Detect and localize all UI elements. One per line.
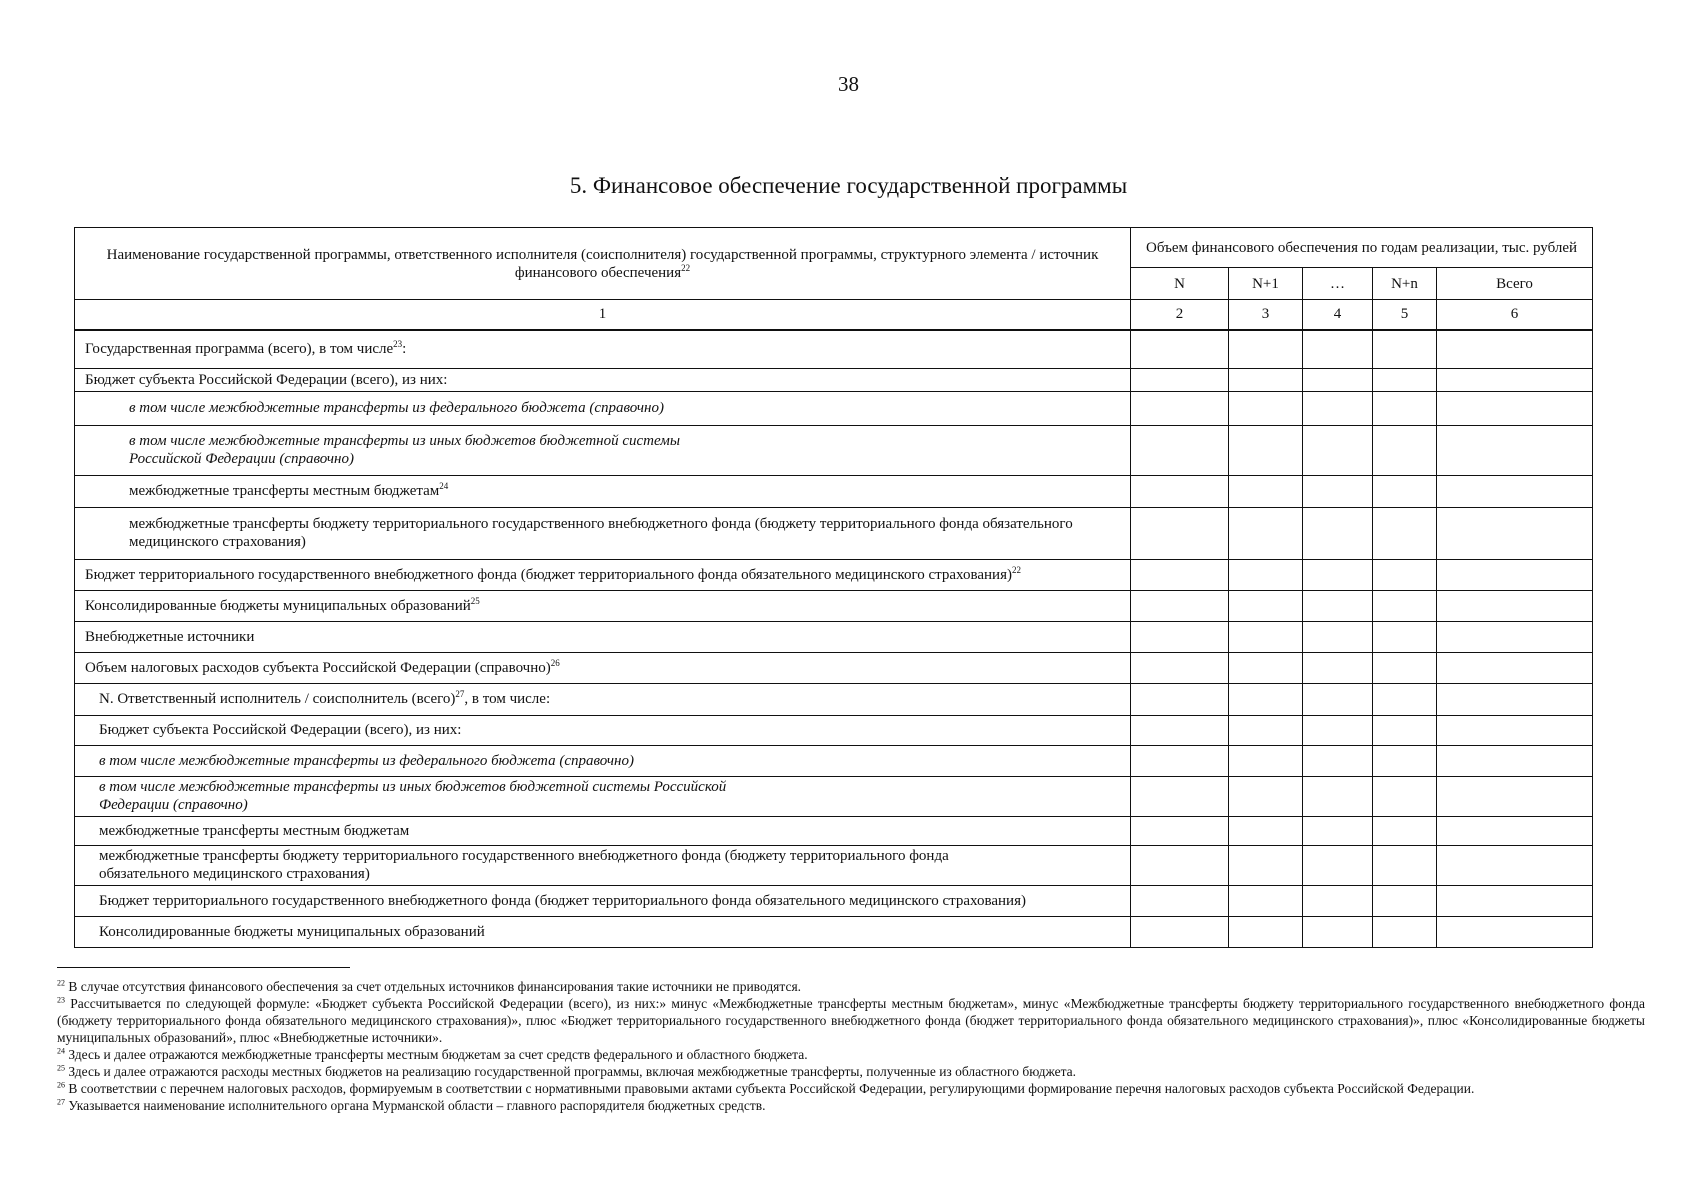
footnote-23: $^{23}$ Рассчитывается по следующей формуле: «Бюджет субъекта Российской Федерации (всего), из них:» минус «Межбюджетные трансферты местным бюджетам», минус «Межбюджетные трансферты бюджету территориального государственного внебюджетного фонда (бюджету территориального фонда обязательного медицинского страхования)», плюс «Бюджет территориального государственного внебюджетного фонда (бюджет территориального фонда обязательного медицинского страхования)», плюс «Консолидированные бюджеты муниципальных образований», плюс «Внебюджетные источники». [57, 995, 1646, 1045]
column-number: 2 [1131, 300, 1229, 331]
row-label: Бюджет территориального государственного внебюджетного фонда (бюджет территориального фонда обязательного медицинского страхования) [75, 885, 1131, 916]
table-row [75, 590, 1593, 621]
table-row [75, 845, 1593, 885]
row-label: межбюджетные трансферты бюджету территориального государственного внебюджетного фонда (бюджету территориального фонда обязательного медицинского страхования) [75, 845, 1131, 885]
table-row [75, 885, 1593, 916]
row-label: N. Ответственный исполнитель / соисполнитель (всего)$^{27}$, в том числе: [75, 683, 1131, 715]
row-label: Консолидированные бюджеты муниципальных образований$^{25}$ [75, 590, 1131, 621]
row-label: межбюджетные трансферты местным бюджетам [75, 816, 1131, 845]
table-row [75, 391, 1593, 425]
table-row [75, 683, 1593, 715]
table-row [75, 776, 1593, 816]
footnote-divider [57, 967, 350, 968]
footnote-22: $^{22}$ В случае отсутствия финансового обеспечения за счет отдельных источников финансирования такие источники не приводятся. [57, 978, 802, 994]
table-row [75, 745, 1593, 776]
row-label: в том числе межбюджетные трансферты из иных бюджетов бюджетной системы Российской Федерации (справочно) [75, 776, 1131, 816]
column-number: 1 [75, 300, 1131, 331]
row-label: Консолидированные бюджеты муниципальных образований [75, 916, 1131, 947]
table-row [75, 715, 1593, 745]
table-row [75, 425, 1593, 475]
row-label: межбюджетные трансферты местным бюджетам$^{24}$ [75, 475, 1131, 507]
table-row [75, 368, 1593, 391]
footnote-25: $^{25}$ Здесь и далее отражаются расходы местных бюджетов на реализацию государственной программы, включая межбюджетные трансферты, полученные из областного бюджета. [57, 1063, 1077, 1079]
header-year-n: N [1131, 268, 1229, 300]
header-name-column: Наименование государственной программы, ответственного исполнителя (соисполнителя) государственной программы, структурного элемента / источник финансового обеспечения$^{22}$ [75, 228, 1131, 300]
section-title: 5. Финансовое обеспечение государственной программы [569, 173, 1128, 198]
header-year-ellipsis: … [1303, 268, 1373, 300]
header-total: Всего [1437, 268, 1593, 300]
table-row [75, 559, 1593, 590]
footnote-24: $^{24}$ Здесь и далее отражаются межбюджетные трансферты местным бюджетам за счет средств федерального и областного бюджета. [57, 1046, 808, 1062]
row-label: в том числе межбюджетные трансферты из федерального бюджета (справочно) [75, 391, 1131, 425]
column-number: 4 [1303, 300, 1373, 331]
row-label: Бюджет субъекта Российской Федерации (всего), из них: [75, 715, 1131, 745]
header-year-nn: N+n [1373, 268, 1437, 300]
footnote-27: $^{27}$ Указывается наименование исполнительного органа Мурманской области – главного распорядителя бюджетных средств. [57, 1097, 766, 1113]
table-row [75, 652, 1593, 683]
row-label: межбюджетные трансферты бюджету территориального государственного внебюджетного фонда (бюджету территориального фонда обязательного медицинского страхования) [75, 507, 1131, 559]
row-label: Бюджет субъекта Российской Федерации (всего), из них: [75, 368, 1131, 391]
column-number: 6 [1437, 300, 1593, 331]
footnotes [57, 978, 1645, 1114]
table-row [75, 507, 1593, 559]
row-label: Бюджет территориального государственного внебюджетного фонда (бюджет территориального фонда обязательного медицинского страхования)$^{22}$ [75, 559, 1131, 590]
table-row [75, 475, 1593, 507]
row-label: в том числе межбюджетные трансферты из федерального бюджета (справочно) [75, 745, 1131, 776]
footnote-26: $^{26}$ В соответствии с перечнем налоговых расходов, формируемым в соответствии с нормативными правовыми актами субъекта Российской Федерации, регулирующими формирование перечня налоговых расходов субъекта Российской Федерации. [57, 1080, 1475, 1096]
row-label: Государственная программа (всего), в том числе$^{23}$: [75, 330, 1131, 368]
table-row [75, 330, 1593, 368]
column-number: 5 [1373, 300, 1437, 331]
row-label: Объем налоговых расходов субъекта Российской Федерации (справочно)$^{26}$ [75, 652, 1131, 683]
row-label: Внебюджетные источники [75, 621, 1131, 652]
page-number: 38 [838, 72, 859, 96]
table-row [75, 816, 1593, 845]
header-volume-column: Объем финансового обеспечения по годам реализации, тыс. рублей [1131, 228, 1593, 268]
column-number: 3 [1229, 300, 1303, 331]
row-label: в том числе межбюджетные трансферты из иных бюджетов бюджетной системы Российской Федерации (справочно) [75, 425, 1131, 475]
financing-table [74, 227, 1593, 948]
table-row [75, 621, 1593, 652]
column-numbers-row [75, 300, 1593, 331]
header-year-n1: N+1 [1229, 268, 1303, 300]
table-row [75, 916, 1593, 947]
